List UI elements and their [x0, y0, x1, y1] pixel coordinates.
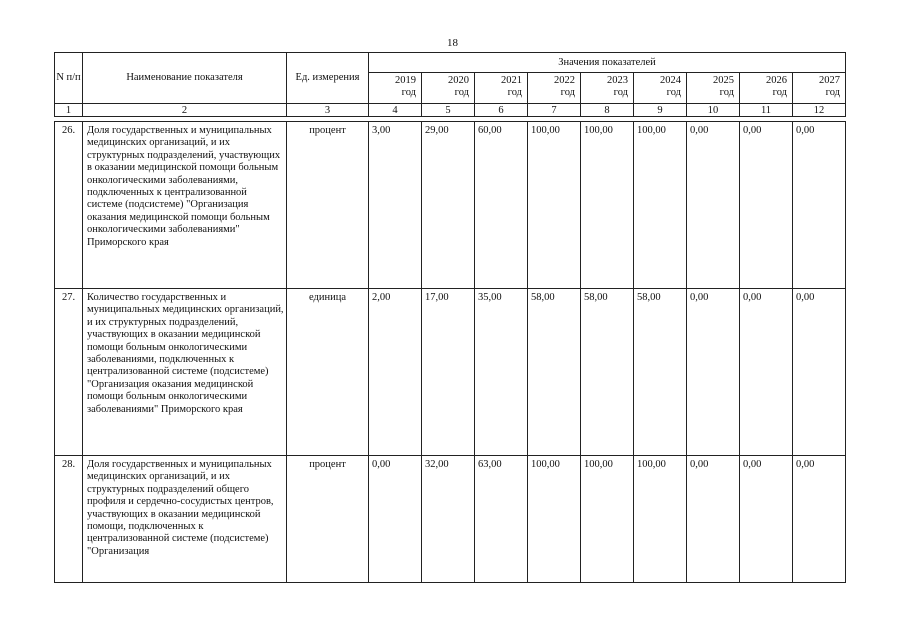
row-number: 28. — [55, 456, 83, 583]
col-header-num: N п/п — [55, 53, 83, 104]
indicators-table — [54, 121, 846, 583]
indicator-name: Количество государственных и муниципальных медицинских организаций, и их структурных подразделений, участвующих в оказании медицинской помощи больным онкологическими заболеваниями, подключенных к централизованной системе (подсистеме) "Организация оказания медицинской помощи больным онкологическими заболеваниями" Приморского края — [83, 289, 287, 456]
col-header-year-2023 — [581, 73, 634, 104]
col-number-1: 1 — [55, 104, 83, 117]
col-number-6: 6 — [475, 104, 528, 117]
table-header — [54, 52, 846, 117]
col-number-3: 3 — [287, 104, 369, 117]
col-number-8: 8 — [581, 104, 634, 117]
year-label: 2024 — [660, 75, 681, 86]
indicator-value-2024: 100,00 — [634, 456, 687, 583]
year-unit-label: год — [560, 87, 575, 98]
year-label: 2027 — [819, 75, 840, 86]
indicator-value-2020: 29,00 — [422, 122, 475, 289]
row-number: 27. — [55, 289, 83, 456]
year-label: 2025 — [713, 75, 734, 86]
year-label: 2020 — [448, 75, 469, 86]
indicator-value-2027: 0,00 — [793, 456, 846, 583]
year-unit-label: год — [719, 87, 734, 98]
table-row — [55, 289, 846, 456]
indicator-value-2022: 100,00 — [528, 456, 581, 583]
indicator-value-2020: 32,00 — [422, 456, 475, 583]
col-header-year-2027 — [793, 73, 846, 104]
col-number-11: 11 — [740, 104, 793, 117]
year-unit-label: год — [613, 87, 628, 98]
row-number: 26. — [55, 122, 83, 289]
col-number-9: 9 — [634, 104, 687, 117]
col-number-7: 7 — [528, 104, 581, 117]
col-number-4: 4 — [369, 104, 422, 117]
year-label: 2026 — [766, 75, 787, 86]
indicator-value-2019: 0,00 — [369, 456, 422, 583]
col-header-name: Наименование показателя — [83, 53, 287, 104]
indicator-unit: единица — [287, 289, 369, 456]
indicator-name: Доля государственных и муниципальных медицинских организаций, и их структурных подразделений, участвующих в оказании медицинской помощи больным онкологическими заболеваниями, подключенных к централизованной системе (подсистеме) "Организация оказания медицинской помощи больным онкологическими заболеваниями" Приморского края — [83, 122, 287, 289]
col-number-5: 5 — [422, 104, 475, 117]
indicator-unit: процент — [287, 122, 369, 289]
col-number-12: 12 — [793, 104, 846, 117]
indicator-value-2024: 58,00 — [634, 289, 687, 456]
col-header-unit: Ед. измерения — [287, 53, 369, 104]
indicator-value-2027: 0,00 — [793, 122, 846, 289]
col-header-values: Значения показателей — [369, 53, 846, 73]
indicator-value-2022: 58,00 — [528, 289, 581, 456]
indicator-value-2025: 0,00 — [687, 122, 740, 289]
indicator-value-2021: 35,00 — [475, 289, 528, 456]
page-number: 18 — [447, 37, 458, 49]
col-header-year-2020 — [422, 73, 475, 104]
table-row — [55, 456, 846, 583]
indicator-value-2023: 100,00 — [581, 456, 634, 583]
year-unit-label: год — [825, 87, 840, 98]
col-header-year-2022 — [528, 73, 581, 104]
col-number-2: 2 — [83, 104, 287, 117]
col-header-year-2021 — [475, 73, 528, 104]
indicator-value-2025: 0,00 — [687, 289, 740, 456]
year-unit-label: год — [454, 87, 469, 98]
indicator-value-2019: 2,00 — [369, 289, 422, 456]
col-header-year-2026 — [740, 73, 793, 104]
indicator-value-2024: 100,00 — [634, 122, 687, 289]
year-label: 2019 — [395, 75, 416, 86]
year-unit-label: год — [666, 87, 681, 98]
indicator-value-2022: 100,00 — [528, 122, 581, 289]
year-unit-label: год — [772, 87, 787, 98]
col-number-10: 10 — [687, 104, 740, 117]
indicator-value-2026: 0,00 — [740, 456, 793, 583]
indicator-value-2026: 0,00 — [740, 289, 793, 456]
year-label: 2021 — [501, 75, 522, 86]
indicator-value-2021: 60,00 — [475, 122, 528, 289]
year-unit-label: год — [507, 87, 522, 98]
indicator-value-2019: 3,00 — [369, 122, 422, 289]
indicator-value-2023: 58,00 — [581, 289, 634, 456]
col-header-year-2019 — [369, 73, 422, 104]
year-label: 2023 — [607, 75, 628, 86]
col-header-year-2024 — [634, 73, 687, 104]
indicator-value-2027: 0,00 — [793, 289, 846, 456]
indicator-value-2021: 63,00 — [475, 456, 528, 583]
col-header-year-2025 — [687, 73, 740, 104]
year-label: 2022 — [554, 75, 575, 86]
indicator-name: Доля государственных и муниципальных медицинских организаций, и их структурных подразделений общего профиля и сердечно-сосудистых центров, участвующих в оказании медицинской помощи, подключенных к централизованной системе (подсистеме) "Организация — [83, 456, 287, 583]
indicator-value-2026: 0,00 — [740, 122, 793, 289]
indicator-unit: процент — [287, 456, 369, 583]
indicator-value-2020: 17,00 — [422, 289, 475, 456]
indicator-value-2023: 100,00 — [581, 122, 634, 289]
indicator-value-2025: 0,00 — [687, 456, 740, 583]
table-row — [55, 122, 846, 289]
year-unit-label: год — [401, 87, 416, 98]
